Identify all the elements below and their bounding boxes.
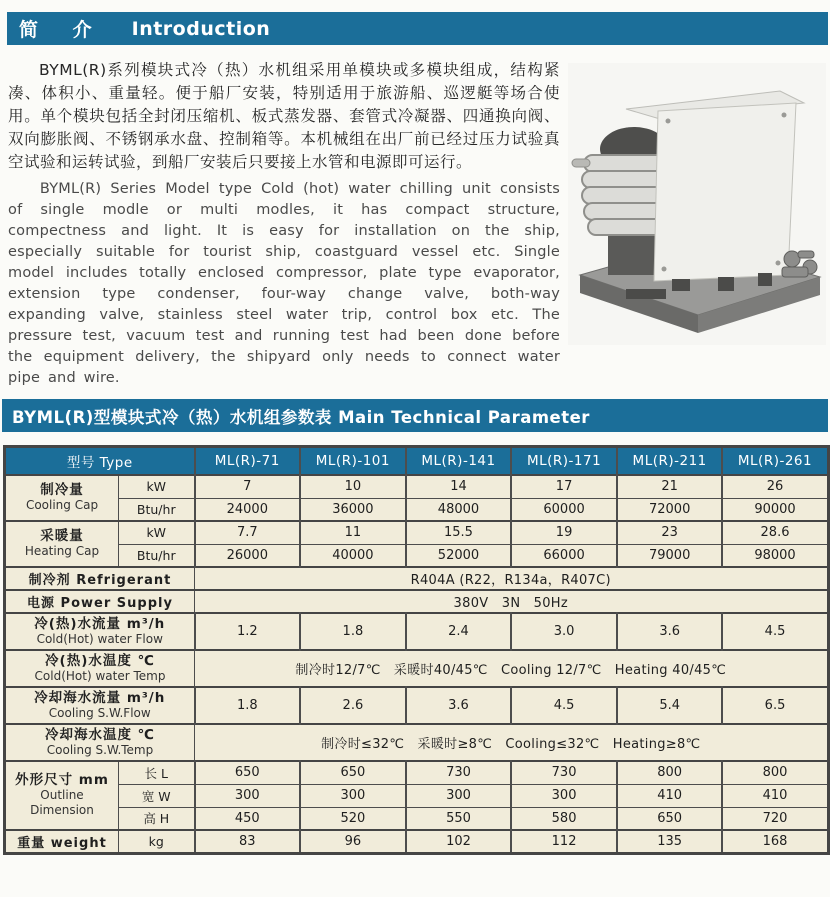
refrigerant-value: R404A (R22，R134a，R407C) [195,567,829,590]
table-row [5,724,829,761]
unit-cell: Btu/hr [119,498,195,521]
power-supply-group [5,590,829,613]
value-cell: 300 [195,784,301,807]
value-cell: 520 [300,807,406,830]
table-row [5,521,829,544]
model-header: ML(R)-71 [195,447,301,476]
value-cell: 2.4 [406,613,512,650]
unit-cell: Btu/hr [119,544,195,567]
intro-paragraph-zh: BYML(R)系列模块式冷（热）水机组采用单模块或多模块组成，结构紧凑、体积小、重量轻。便于船厂安装，特别适用于旅游船、巡逻艇等场合使用。单个模块包括全封闭压缩机、板式蒸发器、套管式冷凝器、四通换向阀、双向膨胀阀、不锈钢承水盘、控制箱等。本机械组在出厂前已经过压力试验真空试验和运转试验，到船厂安装后只要接上水管和电源即可运行。 [8,61,560,171]
table-row [5,498,829,521]
value-cell: 15.5 [406,521,512,544]
value-cell: 550 [406,807,512,830]
chilled-water-flow-group [5,613,829,650]
model-header: ML(R)-101 [300,447,406,476]
power-supply-value: 380V 3N 50Hz [195,590,829,613]
value-cell: 7 [195,475,301,498]
value-cell: 96 [300,830,406,854]
value-cell: 112 [511,830,617,854]
product-photo [568,63,826,345]
seawater-flow-label: 冷却海水流量 m³/h Cooling S.W.Flow [5,687,195,724]
heating-cap-label: 采暖量 Heating Cap [5,521,119,567]
value-cell: 14 [406,475,512,498]
table-header-row [5,447,829,476]
parameters-table [3,445,830,855]
value-cell: 98000 [722,544,828,567]
table-row [5,475,829,498]
water-temp-label: 冷(热)水温度 ℃ Cold(Hot) water Temp [5,650,195,687]
value-cell: 730 [511,761,617,784]
value-cell: 83 [195,830,301,854]
weight-label: 重量 weight [5,830,119,854]
value-cell: 24000 [195,498,301,521]
heating-capacity-group [5,521,829,567]
value-cell: 7.7 [195,521,301,544]
type-header-cell: 型号 Type [5,447,195,476]
weight-group [5,830,829,854]
cooling-capacity-group [5,475,829,521]
value-cell: 410 [722,784,828,807]
table-row [5,567,829,590]
value-cell: 450 [195,807,301,830]
length-unit-cell: 长 L [119,761,195,784]
value-cell: 26000 [195,544,301,567]
intro-header-bar [7,12,828,45]
value-cell: 1.2 [195,613,301,650]
value-cell: 410 [617,784,723,807]
refrigerant-group [5,567,829,590]
unit-cell: kW [119,521,195,544]
value-cell: 79000 [617,544,723,567]
value-cell: 48000 [406,498,512,521]
table-row [5,650,829,687]
intro-section [0,45,830,389]
value-cell: 72000 [617,498,723,521]
table-row [5,590,829,613]
table-row [5,761,829,784]
control-box-front [654,103,796,281]
value-cell: 1.8 [195,687,301,724]
seawater-flow-group [5,687,829,724]
value-cell: 40000 [300,544,406,567]
intro-title-zh: 简 介 [19,19,106,41]
model-header: ML(R)-211 [617,447,723,476]
value-cell: 168 [722,830,828,854]
value-cell: 730 [406,761,512,784]
value-cell: 10 [300,475,406,498]
refrigerant-label: 制冷剂 Refrigerant [5,567,195,590]
value-cell: 800 [617,761,723,784]
water-flow-label: 冷(热)水流量 m³/h Cold(Hot) water Flow [5,613,195,650]
value-cell: 36000 [300,498,406,521]
table-row [5,807,829,830]
value-cell: 3.6 [406,687,512,724]
value-cell: 28.6 [722,521,828,544]
value-cell: 300 [406,784,512,807]
value-cell: 66000 [511,544,617,567]
value-cell: 19 [511,521,617,544]
model-header: ML(R)-261 [722,447,828,476]
height-unit-cell: 高 H [119,807,195,830]
value-cell: 23 [617,521,723,544]
weight-unit-cell: kg [119,830,195,854]
table-row [5,830,829,854]
value-cell: 650 [300,761,406,784]
outline-dimension-group [5,761,829,830]
value-cell: 60000 [511,498,617,521]
model-header: ML(R)-171 [511,447,617,476]
value-cell: 300 [300,784,406,807]
parameter-table-wrap [3,445,827,855]
intro-title-en: Introduction [131,17,271,40]
value-cell: 135 [617,830,723,854]
seawater-temp-group [5,724,829,761]
table-header-bar [2,399,828,432]
table-row [5,687,829,724]
water-temp-value: 制冷时12/7℃ 采暖时40/45℃ Cooling 12/7℃ Heating 40/45℃ [195,650,829,687]
unit-cell: kW [119,475,195,498]
value-cell: 3.6 [617,613,723,650]
value-cell: 800 [722,761,828,784]
intro-paragraph-en: BYML(R) Series Model type Cold (hot) water chilling unit consists of single modle or multi modles, it has compact structure, compectness and light. It is easy for installation on the ship, especially suitable for tourist ship, coastguard vessel etc. Single model includes totally enclosed compressor, plate type evaporator, extension type condenser, four-way change valve, both-way expanding valve, stainless steel water trip, control box etc. The pressure test, vacuum test and running test had been done before the equipment delivery, the shipyard only needs to connect water pipe and wire. [8,181,560,386]
table-row [5,613,829,650]
value-cell: 720 [722,807,828,830]
table-row [5,544,829,567]
width-unit-cell: 宽 W [119,784,195,807]
value-cell: 26 [722,475,828,498]
seawater-temp-value: 制冷时≤32℃ 采暖时≥8℃ Cooling≤32℃ Heating≥8℃ [195,724,829,761]
seawater-temp-label: 冷却海水温度 ℃ Cooling S.W.Temp [5,724,195,761]
cooling-cap-label: 制冷量 Cooling Cap [5,475,119,521]
value-cell: 3.0 [511,613,617,650]
value-cell: 5.4 [617,687,723,724]
chiller-unit-photo-svg [568,63,826,345]
chilled-water-temp-group [5,650,829,687]
value-cell: 6.5 [722,687,828,724]
value-cell: 2.6 [300,687,406,724]
dimension-label: 外形尺寸 mm Outline Dimension [5,761,119,830]
value-cell: 1.8 [300,613,406,650]
value-cell: 11 [300,521,406,544]
value-cell: 17 [511,475,617,498]
value-cell: 650 [617,807,723,830]
value-cell: 102 [406,830,512,854]
catalog-page [0,12,830,855]
value-cell: 580 [511,807,617,830]
value-cell: 4.5 [722,613,828,650]
value-cell: 52000 [406,544,512,567]
value-cell: 90000 [722,498,828,521]
model-header: ML(R)-141 [406,447,512,476]
intro-text-column [8,59,560,389]
value-cell: 300 [511,784,617,807]
coil-inlet-stub [572,159,590,167]
value-cell: 650 [195,761,301,784]
value-cell: 21 [617,475,723,498]
power-supply-label: 电源 Power Supply [5,590,195,613]
table-bar-title: BYML(R)型模块式冷（热）水机组参数表 Main Technical Parameter [12,407,590,427]
value-cell: 4.5 [511,687,617,724]
table-row [5,784,829,807]
